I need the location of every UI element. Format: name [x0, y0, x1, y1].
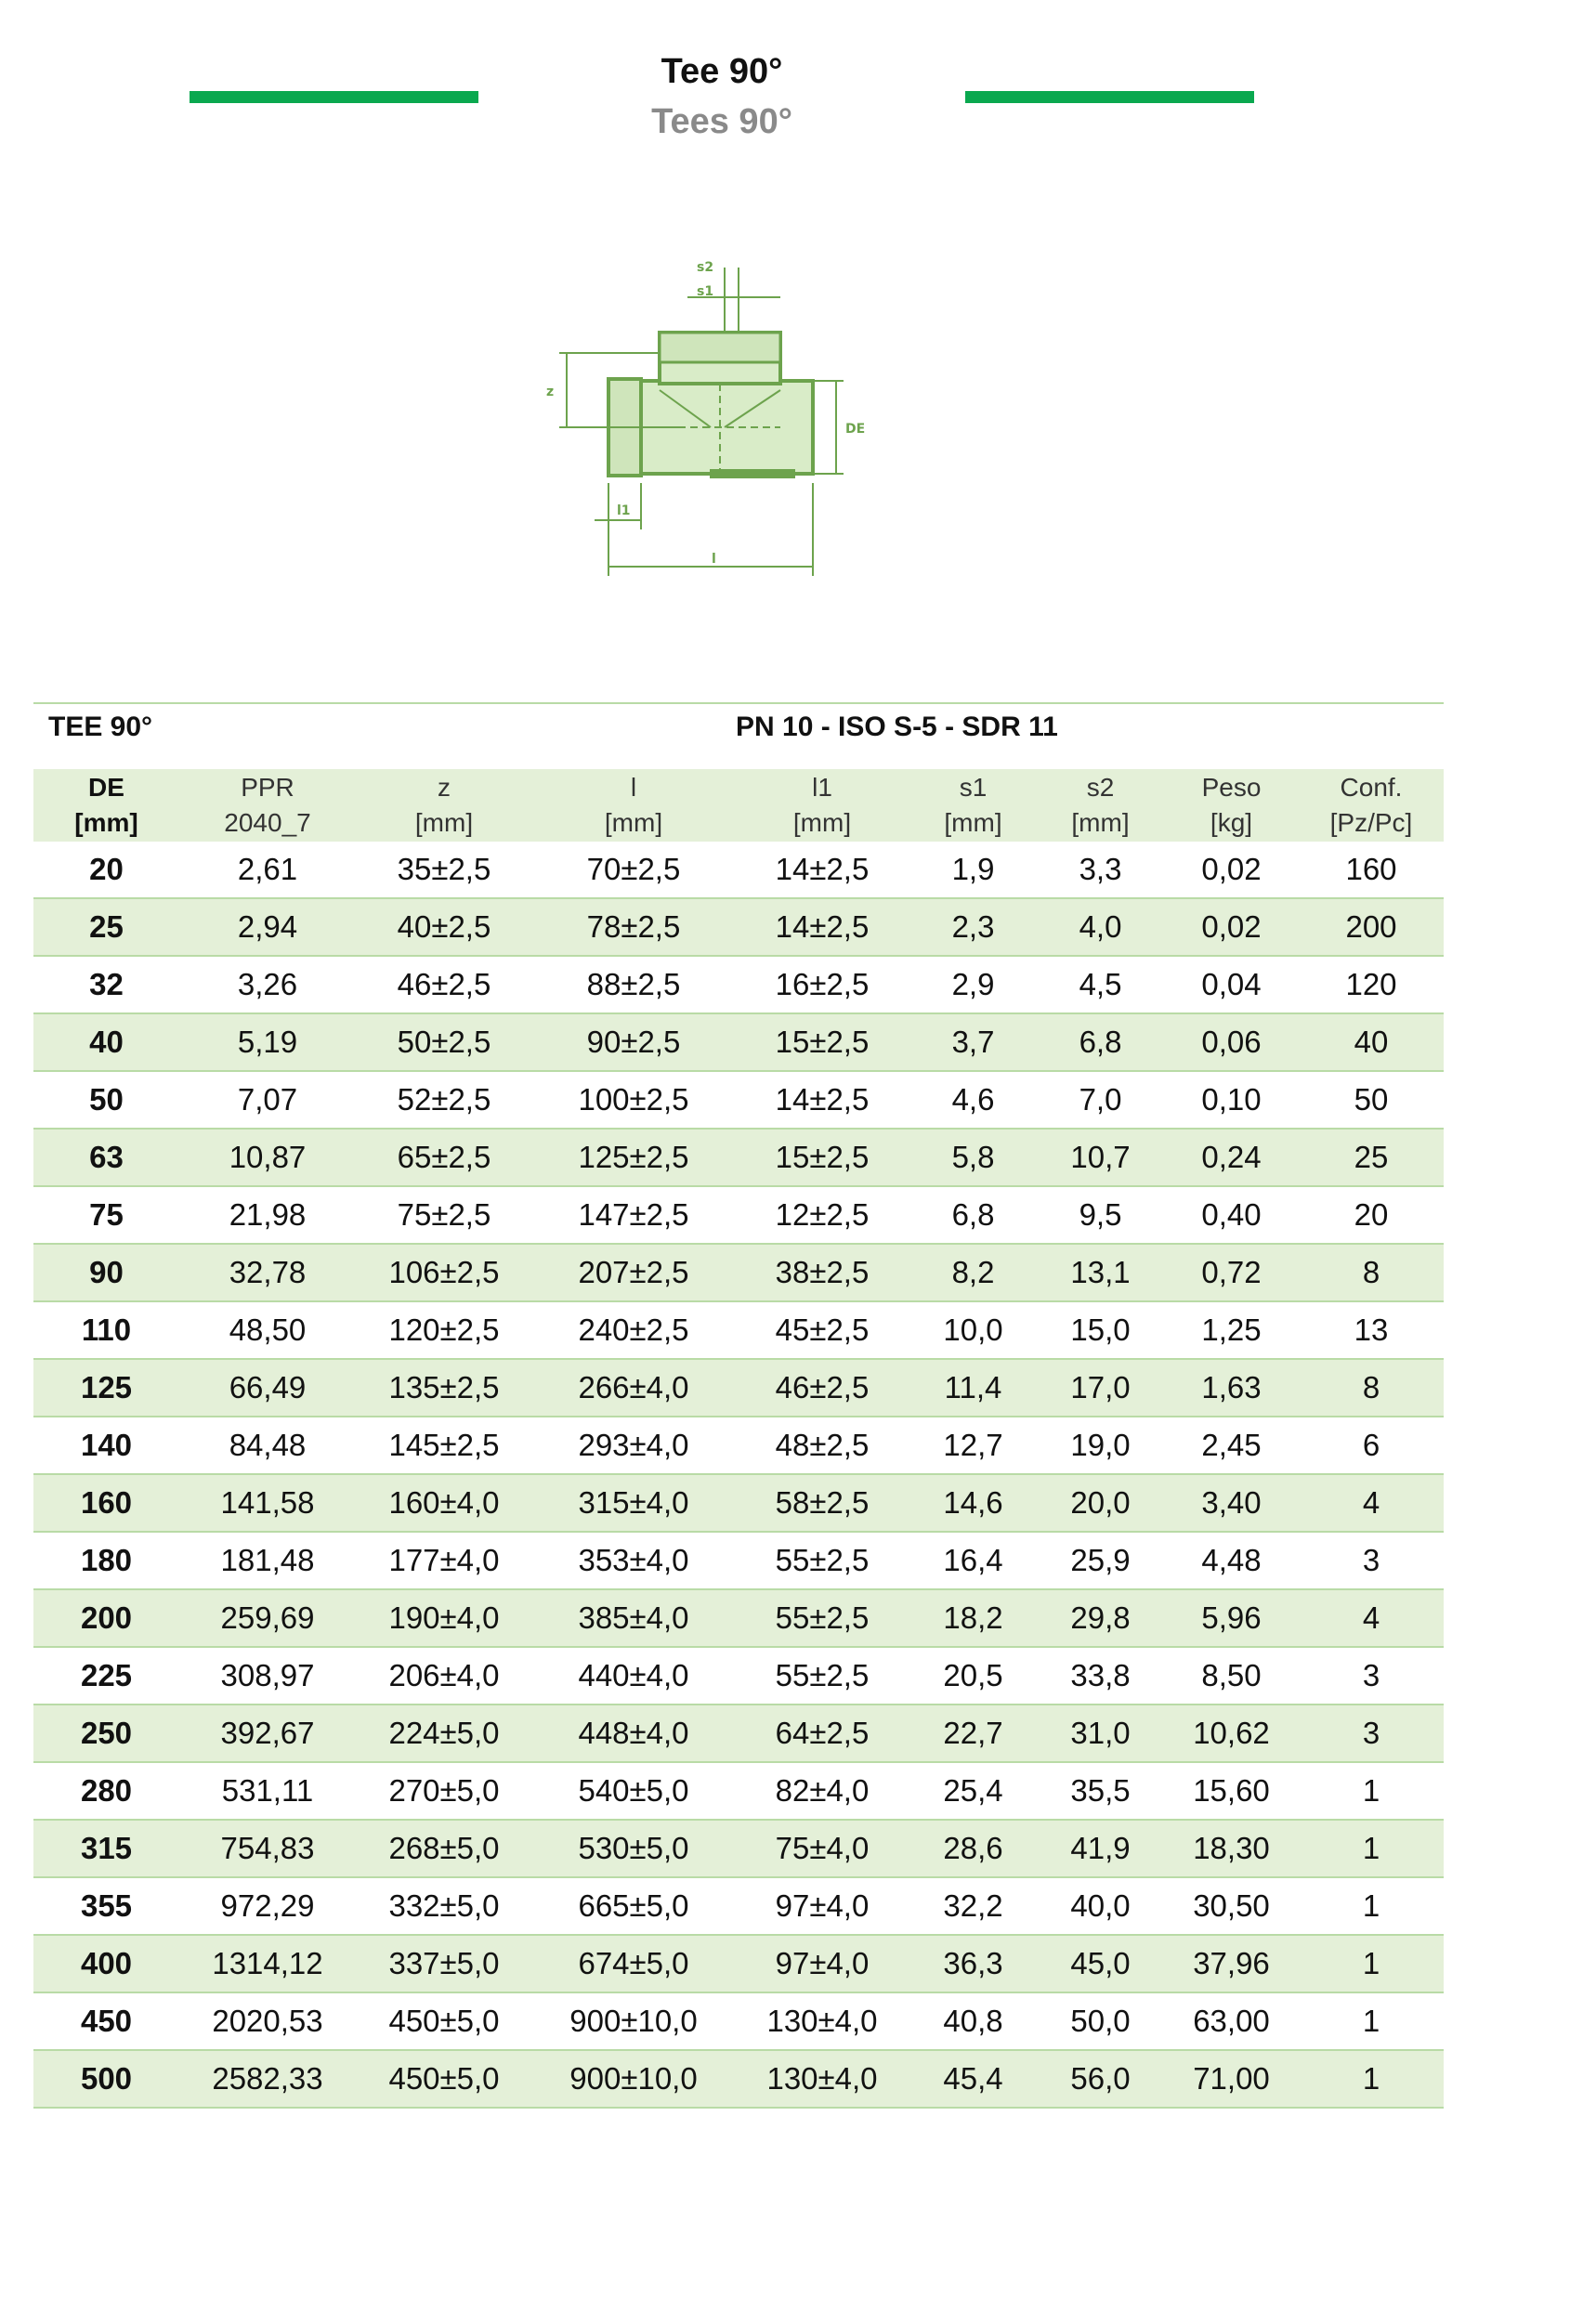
dim-label-s2: s2: [697, 260, 714, 275]
table-cell: 0,02: [1164, 842, 1299, 898]
table-cell-de: 180: [33, 1532, 179, 1589]
table-cell: 332±5,0: [356, 1877, 532, 1935]
table-cell: 25,4: [909, 1762, 1037, 1820]
table-cell: 0,10: [1164, 1071, 1299, 1129]
table-cell: 32,78: [179, 1244, 356, 1301]
table-cell: 64±2,5: [735, 1705, 909, 1762]
table-cell-de: 32: [33, 956, 179, 1013]
table-cell: 3,40: [1164, 1474, 1299, 1532]
table-cell: 48,50: [179, 1301, 356, 1359]
table-cell: 2,3: [909, 898, 1037, 956]
table-cell: 66,49: [179, 1359, 356, 1417]
table-cell: 177±4,0: [356, 1532, 532, 1589]
table-cell: 353±4,0: [532, 1532, 735, 1589]
table-cell: 30,50: [1164, 1877, 1299, 1935]
table-cell-de: 160: [33, 1474, 179, 1532]
column-header-unit: [mm]: [944, 808, 1002, 837]
column-header-unit: [mm]: [414, 808, 474, 837]
table-cell-de: 40: [33, 1013, 179, 1071]
table-cell: 308,97: [179, 1647, 356, 1705]
table-cell: 2,45: [1164, 1417, 1299, 1474]
table-cell: 2582,33: [179, 2050, 356, 2108]
table-cell: 972,29: [179, 1877, 356, 1935]
page-title: Tee 90°: [661, 52, 783, 91]
table-cell: 37,96: [1164, 1935, 1299, 1992]
table-cell: 7,07: [179, 1071, 356, 1129]
table-cell: 41,9: [1037, 1820, 1164, 1877]
table-cell: 14,6: [909, 1474, 1037, 1532]
table-cell: 46±2,5: [735, 1359, 909, 1417]
table-cell: 50±2,5: [356, 1013, 532, 1071]
table-cell: 48±2,5: [735, 1417, 909, 1474]
table-cell: 52±2,5: [356, 1071, 532, 1129]
column-header-unit: [mm]: [74, 808, 138, 837]
table-cell: 0,06: [1164, 1013, 1299, 1071]
table-cell: 4,5: [1037, 956, 1164, 1013]
column-header-unit: [kg]: [1210, 808, 1253, 837]
table-cell: 10,7: [1037, 1129, 1164, 1186]
table-cell: 2,9: [909, 956, 1037, 1013]
column-header-name: l: [630, 773, 637, 802]
table-cell: 106±2,5: [356, 1244, 532, 1301]
table-cell: 1: [1299, 1935, 1444, 1992]
table-cell: 56,0: [1037, 2050, 1164, 2108]
column-header: [1037, 769, 1164, 842]
table-cell: 7,0: [1037, 1071, 1164, 1129]
table-cell: 0,04: [1164, 956, 1299, 1013]
table-cell: 120: [1299, 956, 1444, 1013]
table-cell: 1: [1299, 1877, 1444, 1935]
table-cell: 190±4,0: [356, 1589, 532, 1647]
table-row: [33, 1071, 1444, 1129]
table-cell: 181,48: [179, 1532, 356, 1589]
table-cell: 14±2,5: [735, 898, 909, 956]
table-cell: 25,9: [1037, 1532, 1164, 1589]
table-cell: 1: [1299, 2050, 1444, 2108]
dim-label-l1: l1: [617, 503, 631, 518]
table-cell: 14±2,5: [735, 842, 909, 898]
table-cell-de: 75: [33, 1186, 179, 1244]
table-row: [33, 1359, 1444, 1417]
table-cell: 15,0: [1037, 1301, 1164, 1359]
table-cell: 5,96: [1164, 1589, 1299, 1647]
table-row: [33, 1129, 1444, 1186]
table-cell: 4: [1299, 1474, 1444, 1532]
table-row: [33, 1244, 1444, 1301]
column-header: [735, 769, 909, 842]
table-cell: 9,5: [1037, 1186, 1164, 1244]
table-cell: 18,30: [1164, 1820, 1299, 1877]
table-cell: 50,0: [1037, 1992, 1164, 2050]
table-cell-de: 50: [33, 1071, 179, 1129]
table-cell: 674±5,0: [532, 1935, 735, 1992]
table-product-title: TEE 90°: [48, 712, 153, 742]
table-cell: 145±2,5: [356, 1417, 532, 1474]
table-cell: 130±4,0: [735, 2050, 909, 2108]
table-cell: 8,2: [909, 1244, 1037, 1301]
table-row: [33, 1186, 1444, 1244]
table-cell: 6,8: [909, 1186, 1037, 1244]
table-cell: 33,8: [1037, 1647, 1164, 1705]
table-cell: 11,4: [909, 1359, 1037, 1417]
column-header-name: s1: [959, 773, 988, 802]
table-cell: 22,7: [909, 1705, 1037, 1762]
table-cell: 15,60: [1164, 1762, 1299, 1820]
table-row: [33, 1877, 1444, 1935]
dim-label-l: l: [712, 552, 716, 567]
table-cell: 207±2,5: [532, 1244, 735, 1301]
table-cell: 19,0: [1037, 1417, 1164, 1474]
table-cell: 900±10,0: [532, 1992, 735, 2050]
table-cell: 100±2,5: [532, 1071, 735, 1129]
table-cell: 1,25: [1164, 1301, 1299, 1359]
table-cell: 3,26: [179, 956, 356, 1013]
column-header: [1164, 769, 1299, 842]
table-cell: 97±4,0: [735, 1877, 909, 1935]
table-cell: 4,6: [909, 1071, 1037, 1129]
table-cell: 70±2,5: [532, 842, 735, 898]
table-cell: 17,0: [1037, 1359, 1164, 1417]
table-cell: 71,00: [1164, 2050, 1299, 2108]
table-cell: 3,3: [1037, 842, 1164, 898]
table-row: [33, 1705, 1444, 1762]
table-cell: 530±5,0: [532, 1820, 735, 1877]
table-cell: 135±2,5: [356, 1359, 532, 1417]
tee-technical-drawing: [539, 251, 910, 594]
table-row: [33, 1301, 1444, 1359]
table-cell: 268±5,0: [356, 1820, 532, 1877]
table-cell: 540±5,0: [532, 1762, 735, 1820]
table-cell: 16±2,5: [735, 956, 909, 1013]
table-cell: 40,8: [909, 1992, 1037, 2050]
table-cell: 8: [1299, 1244, 1444, 1301]
table-cell: 385±4,0: [532, 1589, 735, 1647]
table-row: [33, 2050, 1444, 2108]
table-cell: 20,0: [1037, 1474, 1164, 1532]
table-cell: 15±2,5: [735, 1013, 909, 1071]
dim-label-de: DE: [845, 422, 866, 437]
table-cell: 130±4,0: [735, 1992, 909, 2050]
table-cell: 15±2,5: [735, 1129, 909, 1186]
table-cell: 25: [1299, 1129, 1444, 1186]
table-cell: 0,24: [1164, 1129, 1299, 1186]
table-cell-de: 110: [33, 1301, 179, 1359]
table-cell: 65±2,5: [356, 1129, 532, 1186]
table-cell: 88±2,5: [532, 956, 735, 1013]
column-header-unit: [mm]: [792, 808, 852, 837]
table-cell: 40,0: [1037, 1877, 1164, 1935]
table-cell-de: 280: [33, 1762, 179, 1820]
table-cell: 28,6: [909, 1820, 1037, 1877]
table-cell: 75±2,5: [356, 1186, 532, 1244]
table-cell: 2,61: [179, 842, 356, 898]
table-cell: 448±4,0: [532, 1705, 735, 1762]
table-cell: 3: [1299, 1647, 1444, 1705]
column-header: [33, 769, 179, 842]
column-header: [532, 769, 735, 842]
table-cell-de: 125: [33, 1359, 179, 1417]
column-header-name: PPR: [241, 773, 294, 802]
table-cell: 32,2: [909, 1877, 1037, 1935]
table-cell: 754,83: [179, 1820, 356, 1877]
table-cell: 55±2,5: [735, 1532, 909, 1589]
column-header-name: Peso: [1201, 773, 1262, 802]
table-cell-de: 25: [33, 898, 179, 956]
table-cell: 55±2,5: [735, 1589, 909, 1647]
table-cell-de: 450: [33, 1992, 179, 2050]
dim-label-s1: s1: [697, 284, 714, 299]
table-cell: 337±5,0: [356, 1935, 532, 1992]
table-header-row: [33, 769, 1444, 842]
table-cell: 0,72: [1164, 1244, 1299, 1301]
table-cell: 14±2,5: [735, 1071, 909, 1129]
table-cell: 55±2,5: [735, 1647, 909, 1705]
table-cell: 531,11: [179, 1762, 356, 1820]
table-row: [33, 1417, 1444, 1474]
table-cell: 0,02: [1164, 898, 1299, 956]
table-cell-de: 400: [33, 1935, 179, 1992]
table-cell: 293±4,0: [532, 1417, 735, 1474]
table-cell: 8: [1299, 1359, 1444, 1417]
table-cell: 10,0: [909, 1301, 1037, 1359]
table-cell: 31,0: [1037, 1705, 1164, 1762]
table-cell: 45,4: [909, 2050, 1037, 2108]
table-cell: 63,00: [1164, 1992, 1299, 2050]
column-header-unit: 2040_7: [224, 808, 311, 837]
table-cell: 259,69: [179, 1589, 356, 1647]
table-cell: 2,94: [179, 898, 356, 956]
column-header-name: z: [438, 773, 451, 802]
column-header-unit: [mm]: [604, 808, 663, 837]
table-row: [33, 842, 1444, 898]
table-row: [33, 1013, 1444, 1071]
table-cell: 120±2,5: [356, 1301, 532, 1359]
table-cell-de: 500: [33, 2050, 179, 2108]
table-cell: 40±2,5: [356, 898, 532, 956]
table-cell: 5,8: [909, 1129, 1037, 1186]
table-cell: 84,48: [179, 1417, 356, 1474]
table-cell: 141,58: [179, 1474, 356, 1532]
column-header-name: Conf.: [1340, 773, 1403, 802]
table-cell: 3: [1299, 1532, 1444, 1589]
table-cell: 18,2: [909, 1589, 1037, 1647]
column-header-unit: [mm]: [1071, 808, 1130, 837]
table-cell: 78±2,5: [532, 898, 735, 956]
table-row: [33, 956, 1444, 1013]
column-header-name: DE: [88, 773, 124, 802]
tee-dimensions-table: [33, 702, 1444, 2109]
table-cell: 315±4,0: [532, 1474, 735, 1532]
table-cell: 2020,53: [179, 1992, 356, 2050]
table-cell: 450±5,0: [356, 1992, 532, 2050]
table-cell: 35,5: [1037, 1762, 1164, 1820]
table-cell: 16,4: [909, 1532, 1037, 1589]
column-header-name: s2: [1086, 773, 1115, 802]
table-cell: 392,67: [179, 1705, 356, 1762]
table-cell: 38±2,5: [735, 1244, 909, 1301]
table-cell: 240±2,5: [532, 1301, 735, 1359]
table-cell: 4,48: [1164, 1532, 1299, 1589]
table-cell: 45,0: [1037, 1935, 1164, 1992]
table-cell: 147±2,5: [532, 1186, 735, 1244]
table-cell: 75±4,0: [735, 1820, 909, 1877]
table-cell-de: 250: [33, 1705, 179, 1762]
table-cell: 160: [1299, 842, 1444, 898]
table-cell: 20,5: [909, 1647, 1037, 1705]
table-cell: 665±5,0: [532, 1877, 735, 1935]
table-cell: 4,0: [1037, 898, 1164, 956]
table-cell-de: 20: [33, 842, 179, 898]
column-header-unit: [Pz/Pc]: [1329, 808, 1413, 837]
table-cell-de: 140: [33, 1417, 179, 1474]
table-cell: 21,98: [179, 1186, 356, 1244]
table-cell: 224±5,0: [356, 1705, 532, 1762]
table-cell: 5,19: [179, 1013, 356, 1071]
table-cell: 160±4,0: [356, 1474, 532, 1532]
column-header: [909, 769, 1037, 842]
table-cell: 450±5,0: [356, 2050, 532, 2108]
table-body: [33, 842, 1444, 2108]
table-cell: 82±4,0: [735, 1762, 909, 1820]
table-cell: 1314,12: [179, 1935, 356, 1992]
table-cell: 206±4,0: [356, 1647, 532, 1705]
table-cell: 45±2,5: [735, 1301, 909, 1359]
table-cell: 90±2,5: [532, 1013, 735, 1071]
table-cell: 13: [1299, 1301, 1444, 1359]
table-cell-de: 225: [33, 1647, 179, 1705]
column-header: [1299, 769, 1444, 842]
table-cell: 266±4,0: [532, 1359, 735, 1417]
table-cell: 1: [1299, 1762, 1444, 1820]
table-cell: 1: [1299, 1820, 1444, 1877]
table-cell: 50: [1299, 1071, 1444, 1129]
table-cell: 270±5,0: [356, 1762, 532, 1820]
table-row: [33, 1474, 1444, 1532]
table-row: [33, 1532, 1444, 1589]
table-cell: 40: [1299, 1013, 1444, 1071]
table-cell: 0,40: [1164, 1186, 1299, 1244]
table-cell: 97±4,0: [735, 1935, 909, 1992]
table-cell: 1,9: [909, 842, 1037, 898]
table-cell: 1: [1299, 1992, 1444, 2050]
column-header: [356, 769, 532, 842]
table-cell-de: 355: [33, 1877, 179, 1935]
table-cell: 3,7: [909, 1013, 1037, 1071]
column-header: [179, 769, 356, 842]
table-cell: 20: [1299, 1186, 1444, 1244]
table-row: [33, 1992, 1444, 2050]
table-cell: 12±2,5: [735, 1186, 909, 1244]
table-row: [33, 898, 1444, 956]
table-cell: 12,7: [909, 1417, 1037, 1474]
table-cell: 4: [1299, 1589, 1444, 1647]
column-header-name: l1: [812, 773, 832, 802]
table-cell: 1,63: [1164, 1359, 1299, 1417]
table-cell: 6: [1299, 1417, 1444, 1474]
page-subtitle: Tees 90°: [651, 102, 792, 141]
dim-label-z: z: [546, 385, 555, 399]
table-cell: 3: [1299, 1705, 1444, 1762]
table-row: [33, 1762, 1444, 1820]
table-cell: 46±2,5: [356, 956, 532, 1013]
table-cell: 13,1: [1037, 1244, 1164, 1301]
table-cell: 29,8: [1037, 1589, 1164, 1647]
table-cell: 8,50: [1164, 1647, 1299, 1705]
dimensions-grid: [33, 769, 1444, 2109]
table-cell: 10,62: [1164, 1705, 1299, 1762]
table-cell-de: 200: [33, 1589, 179, 1647]
table-cell: 200: [1299, 898, 1444, 956]
table-cell-de: 315: [33, 1820, 179, 1877]
table-cell: 36,3: [909, 1935, 1037, 1992]
table-row: [33, 1589, 1444, 1647]
table-cell-de: 90: [33, 1244, 179, 1301]
table-cell-de: 63: [33, 1129, 179, 1186]
table-cell: 440±4,0: [532, 1647, 735, 1705]
table-row: [33, 1820, 1444, 1877]
table-title-row: [33, 704, 1444, 769]
table-cell: 900±10,0: [532, 2050, 735, 2108]
table-row: [33, 1647, 1444, 1705]
table-cell: 10,87: [179, 1129, 356, 1186]
table-cell: 35±2,5: [356, 842, 532, 898]
table-row: [33, 1935, 1444, 1992]
table-cell: 125±2,5: [532, 1129, 735, 1186]
table-cell: 6,8: [1037, 1013, 1164, 1071]
table-cell: 58±2,5: [735, 1474, 909, 1532]
table-pressure-spec: PN 10 - ISO S-5 - SDR 11: [736, 712, 1058, 742]
